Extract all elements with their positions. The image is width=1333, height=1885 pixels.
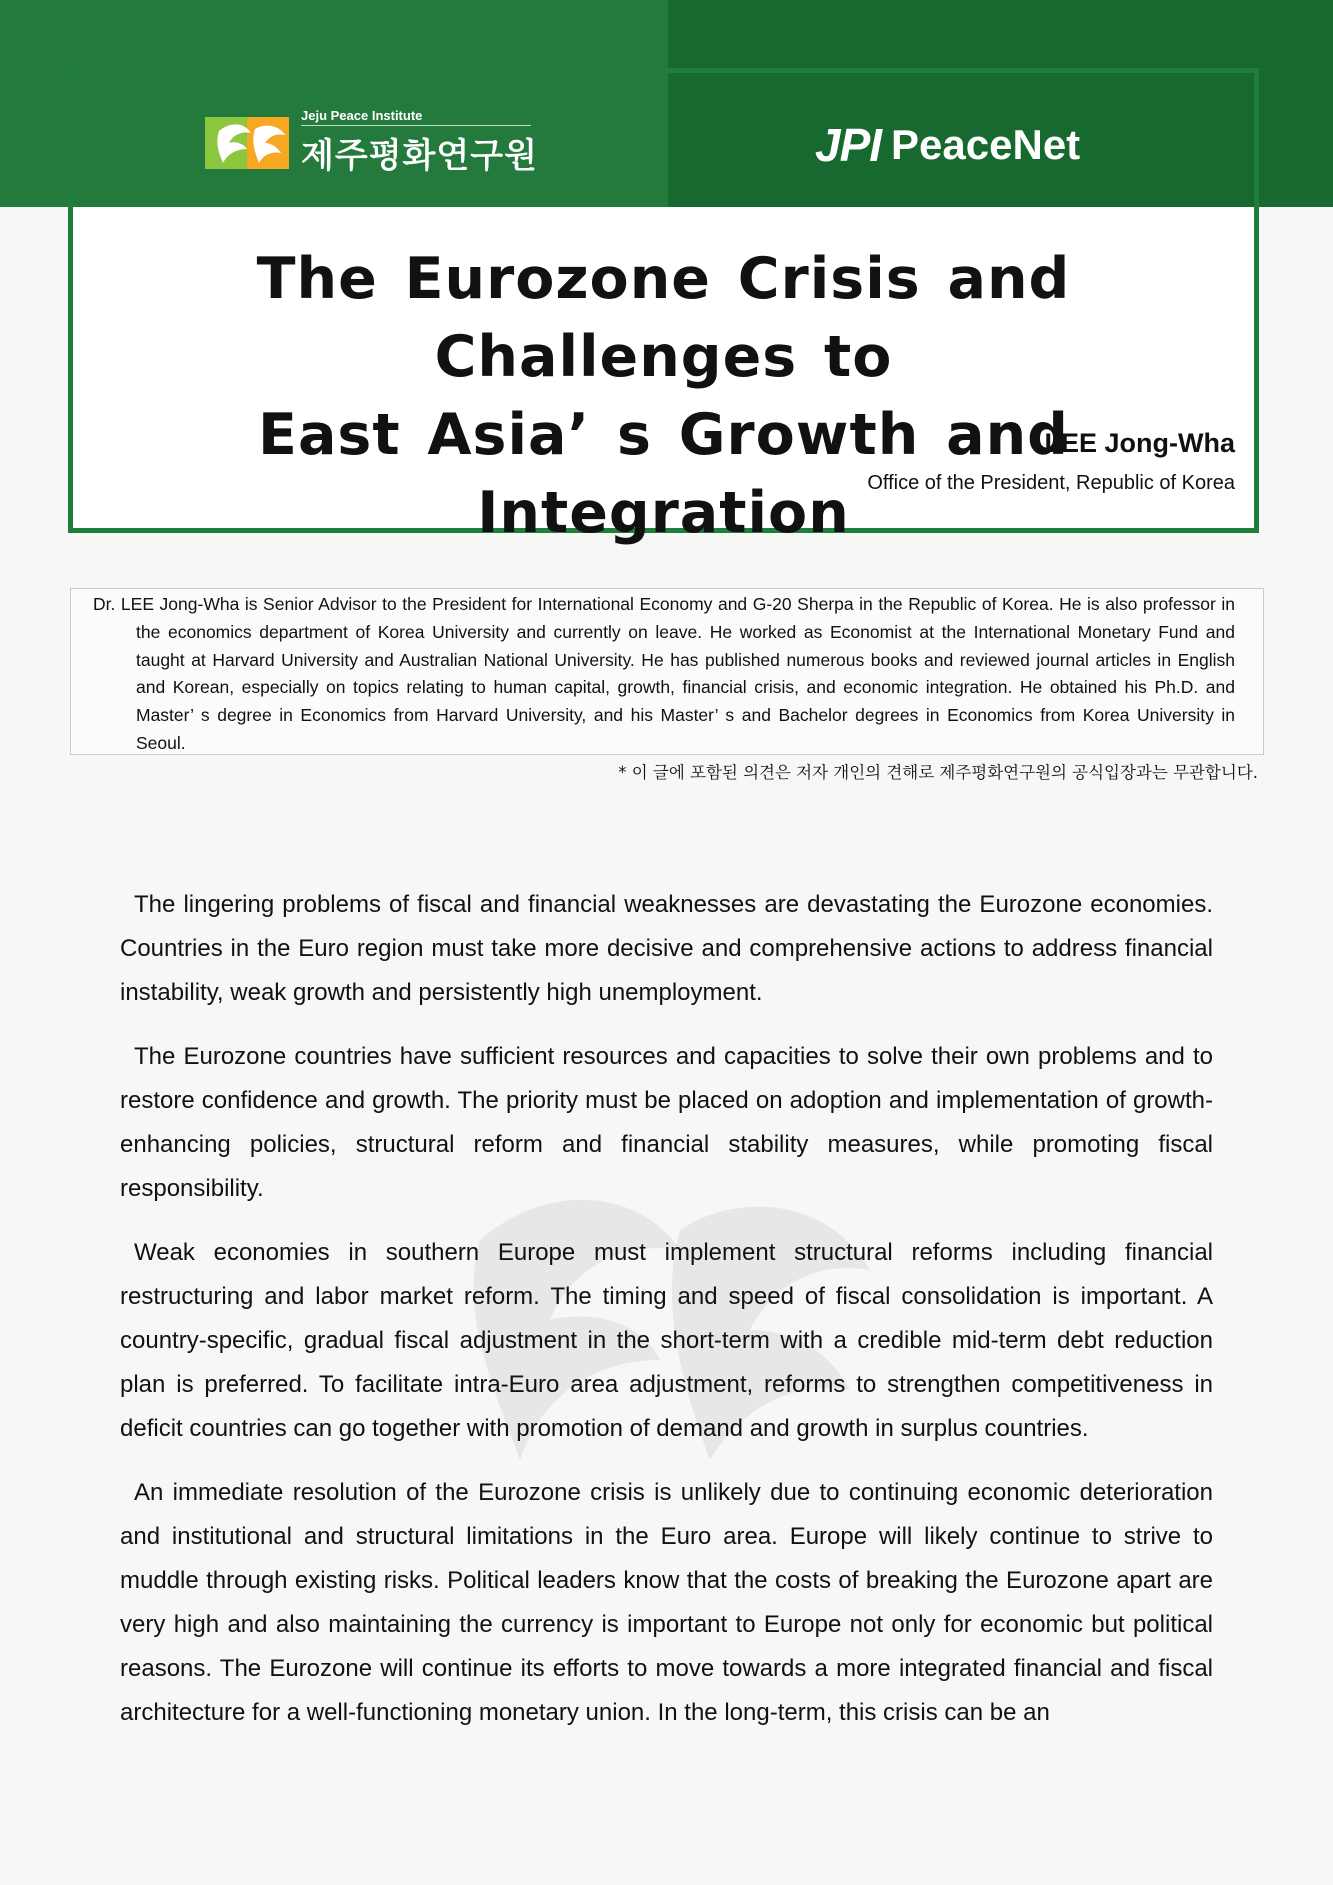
disclaimer-note: * 이 글에 포함된 의견은 저자 개인의 견해로 제주평화연구원의 공식입장과는 무관합니다. <box>618 763 1258 782</box>
title-line-1: The Eurozone Crisis and Challenges to <box>256 246 1071 390</box>
page-title <box>73 240 1254 552</box>
title-line-2: East Asia’ s Growth and Integration <box>258 402 1069 546</box>
brand-jpi: JPI <box>815 119 882 171</box>
peacenet-logo <box>815 118 1080 172</box>
org-name-en: Jeju Peace Institute <box>301 108 531 126</box>
paragraph-2: The Eurozone countries have sufficient resources and capacities to solve their own problems and to restore confidence and growth. The priority must be placed on adoption and implementation of growth-enhancing policies, structural reform and financial stability measures, while promoting fiscal responsibility. <box>120 1043 1213 1202</box>
paragraph-1: The lingering problems of fiscal and financial weaknesses are devastating the Eurozone economies. Countries in the Euro region must take more decisive and comprehensive actions to address financial instability, weak growth and persistently high unemployment. <box>120 891 1213 1006</box>
brand-name: PeaceNet <box>891 121 1081 168</box>
author-name: LEE Jong-Wha <box>1044 428 1235 458</box>
dove-logo-icon <box>205 113 295 173</box>
author-bio-box: Dr. LEE Jong-Wha is Senior Advisor to the President for International Economy and G-20 Sherpa in the Republic of Korea. He is also professor in the economics department of Korea University and currently on leave. He worked as Economist at the International Monetary Fund and taught at Harvard University and Australian National University. He has published numerous books and reviewed journal articles in English and Korean, especially on topics relating to human capital, growth, financial crisis, and economic integration. He obtained his Ph.D. and Master’ s degree in Economics from Harvard University, and his Master’ s and Bachelor degrees in Economics from Korea University in Seoul. <box>70 588 1264 755</box>
paragraph-4: An immediate resolution of the Eurozone crisis is unlikely due to continuing economic deterioration and institutional and structural limitations in the Euro area. Europe will likely continue to strive to muddle through existing risks. Political leaders know that the costs of breaking the Eurozone apart are very high and also maintaining the currency is important to Europe not only for economic but political reasons. The Eurozone will continue its efforts to move towards a more integrated financial and fiscal architecture for a well-functioning monetary union. In the long-term, this crisis can be an <box>120 1479 1213 1726</box>
paragraph-3: Weak economies in southern Europe must implement structural reforms including financial restructuring and labor market reform. The timing and speed of fiscal consolidation is important. A country-specific, gradual fiscal adjustment in the short-term with a credible mid-term debt reduction plan is preferred. To facilitate intra-Euro area adjustment, reforms to strengthen competitiveness in deficit countries can go together with promotion of demand and growth in surplus countries. <box>120 1239 1213 1442</box>
jeju-peace-institute-logo <box>205 108 538 177</box>
article-body <box>120 883 1213 1755</box>
author-affiliation: Office of the President, Republic of Korea <box>867 472 1235 494</box>
org-name-ko: 제주평화연구원 <box>301 136 538 176</box>
